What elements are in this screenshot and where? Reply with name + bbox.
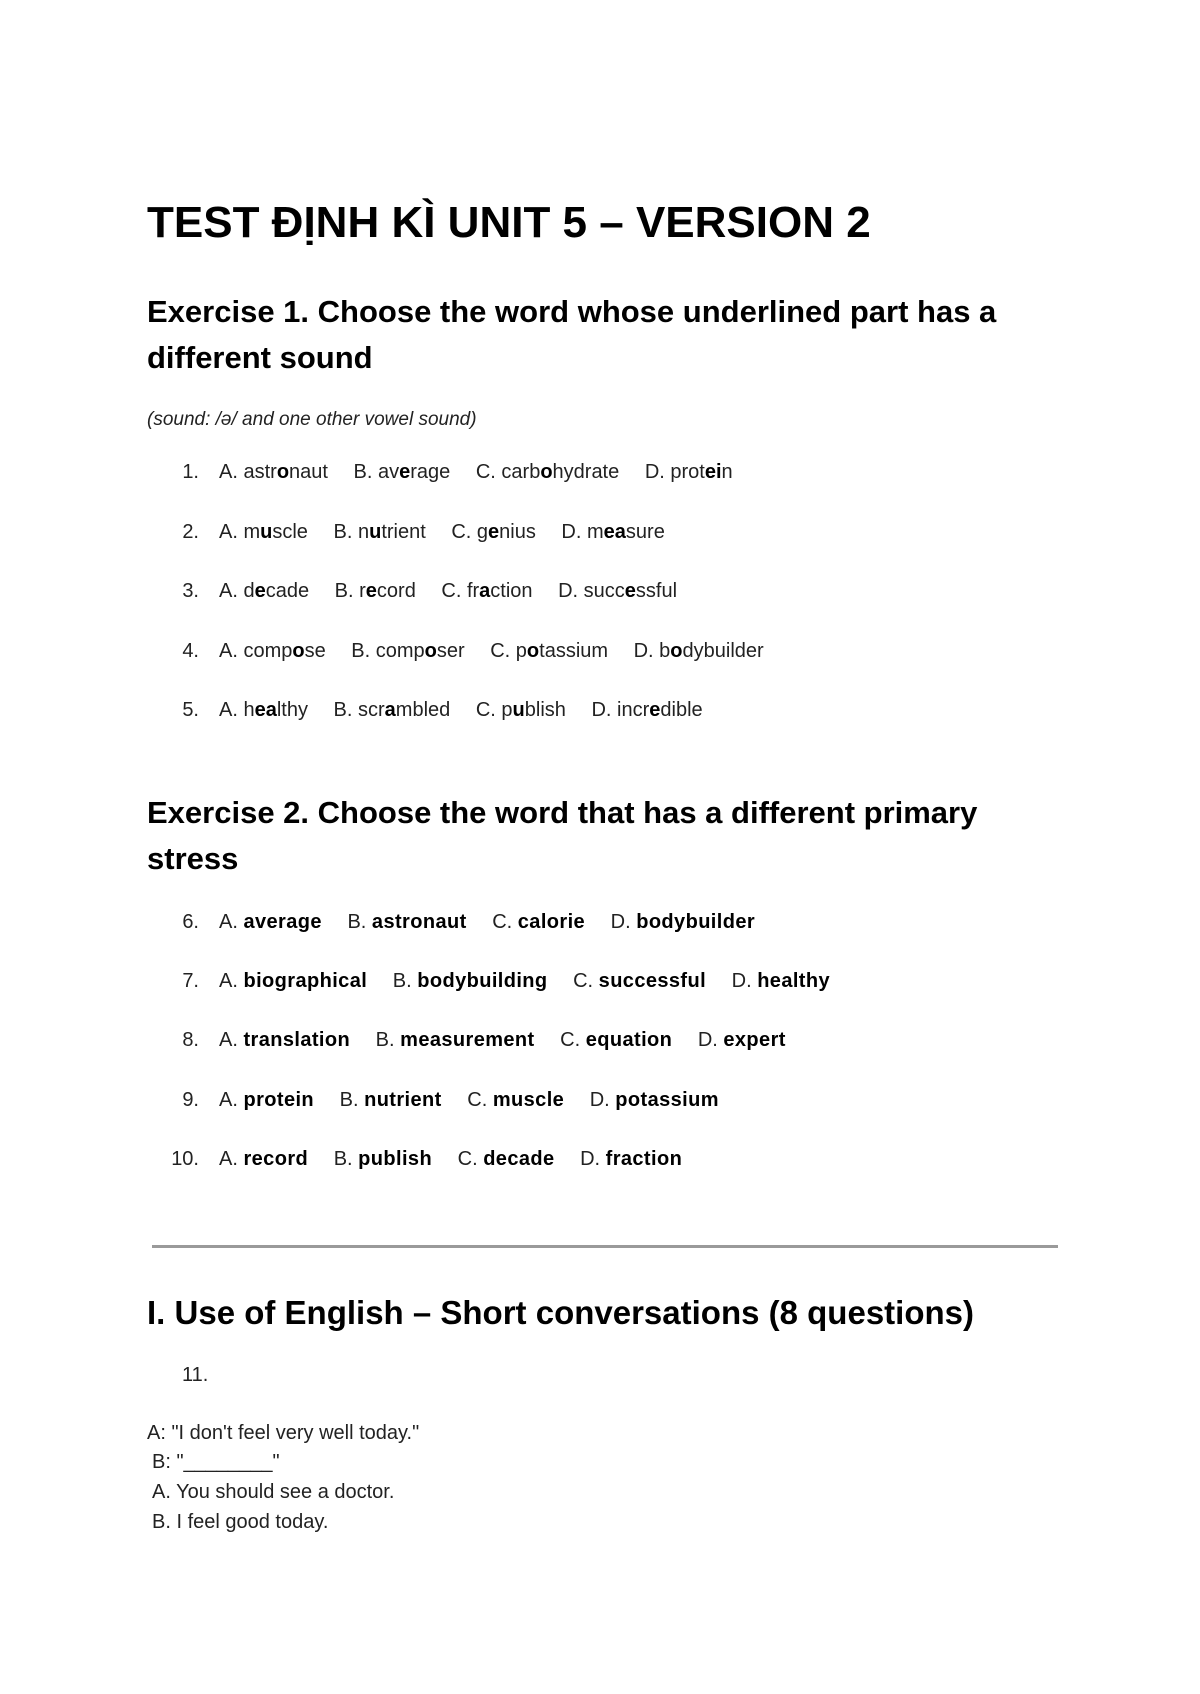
option-d: D. potassium [589, 1089, 719, 1111]
option-a: A. record [219, 1148, 309, 1170]
option-d: D. successful [558, 580, 678, 602]
option-c: C. genius [451, 521, 536, 543]
option-a: A. translation [219, 1029, 351, 1051]
option-a: A. astronaut [219, 461, 328, 483]
answer-option-b: B. I feel good today. [152, 1511, 329, 1533]
option-d: D. bodybuilder [610, 911, 756, 933]
section-1-heading: I. Use of English – Short conversations (8 questions) [147, 1294, 974, 1331]
option-c: C. successful [573, 970, 707, 992]
option-a: A. muscle [219, 521, 308, 543]
option-b: B. composer [351, 640, 465, 662]
option-c: C. calorie [492, 911, 586, 933]
option-b: B. astronaut [347, 911, 467, 933]
option-c: C. equation [560, 1029, 673, 1051]
conversation-line-a: A: "I don't feel very well today." [147, 1422, 420, 1444]
option-b: B. nutrient [339, 1089, 442, 1111]
answer-option-a: A. You should see a doctor. [152, 1481, 395, 1503]
option-b: B. nutrient [333, 521, 426, 543]
conversation-line-b: B: "________" [152, 1451, 280, 1473]
exercise-2-heading: Exercise 2. Choose the word that has a different primary stress [147, 795, 978, 876]
option-d: D. fraction [580, 1148, 683, 1170]
question-number: 5. [182, 699, 199, 721]
option-a: A. biographical [219, 970, 368, 992]
option-d: D. measure [561, 521, 665, 543]
option-c: C. muscle [467, 1089, 565, 1111]
question-number: 2. [182, 521, 199, 543]
page-title: TEST ĐỊNH KÌ UNIT 5 – VERSION 2 [147, 198, 871, 247]
question-number: 3. [182, 580, 199, 602]
exercise-2-question-9 [0, 1089, 1200, 1119]
exercise-2-question-7 [0, 970, 1200, 1000]
option-d: D. bodybuilder [633, 640, 764, 662]
option-d: D. expert [697, 1029, 786, 1051]
option-d: D. protein [644, 461, 733, 483]
question-number: 4. [182, 640, 199, 662]
option-c: C. decade [457, 1148, 555, 1170]
question-number: 1. [182, 461, 199, 483]
exercise-1-note: (sound: /ə/ and one other vowel sound) [147, 409, 477, 430]
option-c: C. fraction [441, 580, 533, 602]
option-a: A. healthy [219, 699, 308, 721]
option-a: A. decade [219, 580, 310, 602]
exercise-2-question-6 [0, 911, 1200, 941]
exercise-2-question-10 [0, 1148, 1200, 1178]
exercise-1-heading: Exercise 1. Choose the word whose underlined part has a different sound [147, 294, 997, 375]
option-a: A. average [219, 911, 322, 933]
option-b: B. scrambled [333, 699, 451, 721]
question-11-number: 11. [182, 1364, 209, 1386]
option-c: C. carbohydrate [475, 461, 620, 483]
question-number: 6. [182, 911, 199, 933]
option-a: A. compose [219, 640, 326, 662]
exercise-1-question-4 [0, 640, 1200, 670]
exercise-1-question-1 [0, 461, 1200, 491]
exercise-1-question-5 [0, 699, 1200, 729]
exercise-2-question-8 [0, 1029, 1200, 1059]
option-b: B. bodybuilding [392, 970, 548, 992]
question-number: 8. [182, 1029, 199, 1051]
option-b: B. publish [333, 1148, 433, 1170]
section-divider [152, 1245, 1058, 1248]
question-number: 9. [182, 1089, 199, 1111]
option-d: D. healthy [731, 970, 831, 992]
option-c: C. potassium [490, 640, 609, 662]
option-a: A. protein [219, 1089, 315, 1111]
option-b: B. average [353, 461, 451, 483]
option-c: C. publish [475, 699, 566, 721]
exercise-1-question-3 [0, 580, 1200, 610]
option-b: B. record [334, 580, 416, 602]
exercise-1-question-2 [0, 521, 1200, 551]
question-number: 10. [171, 1148, 199, 1170]
option-d: D. incredible [591, 699, 703, 721]
option-b: B. measurement [375, 1029, 535, 1051]
question-number: 7. [182, 970, 199, 992]
